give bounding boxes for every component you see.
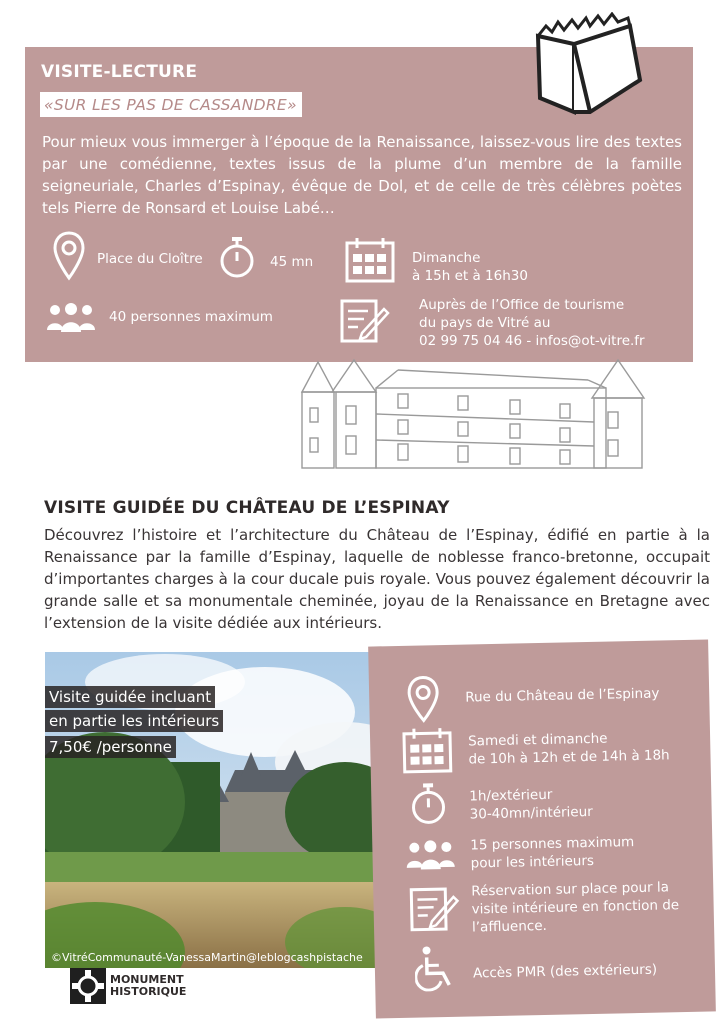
visite-lecture-schedule xyxy=(412,249,528,285)
visite-guidee-capacity-line2: pour les intérieurs xyxy=(470,852,595,872)
monument-historique-line2: HISTORIQUE xyxy=(110,985,187,998)
photo-credit: ©VitréCommunauté-VanessaMartin@leblogcashpistache xyxy=(51,951,363,964)
reservation-form-icon xyxy=(409,885,460,934)
visite-lecture-booking xyxy=(419,296,645,350)
visite-lecture-subtitle-box xyxy=(40,92,302,117)
visite-guidee-schedule xyxy=(468,728,670,768)
visite-guidee-capacity xyxy=(470,833,635,872)
visite-guidee-accessibility: Accès PMR (des extérieurs) xyxy=(472,961,658,982)
visite-lecture-location: Place du Cloître xyxy=(97,251,203,267)
visite-lecture-capacity: 40 personnes maximum xyxy=(109,309,273,325)
calendar-icon xyxy=(402,727,453,774)
visite-lecture-booking-line1: Auprès de l’Office de tourisme xyxy=(419,297,625,313)
visite-guidee-duration-line1: 1h/extérieur xyxy=(469,786,553,805)
photo-label-line2: en partie les intérieurs xyxy=(45,710,223,732)
open-book-icon xyxy=(532,12,648,128)
visite-lecture-schedule-line2: à 15h et à 16h30 xyxy=(412,268,528,284)
visite-guidee-info-card xyxy=(368,639,716,1018)
stopwatch-icon xyxy=(218,235,256,281)
visite-lecture-duration: 45 mn xyxy=(270,254,314,270)
visite-guidee-location: Rue du Château de l’Espinay xyxy=(465,685,660,706)
visite-guidee-booking-line2: visite intérieure en fonction de xyxy=(471,897,680,918)
visite-guidee-description: Découvrez l’histoire et l’architecture du Château de l’Espinay, édifié en partie à la Renaissance par la famille d’Espinay, laquelle de noblesse franco-bretonne, occupait d’importantes charges à la cour ducale puis royale. Vous pouvez également découvrir la grande salle et sa monumentale cheminée, joyau de la Renaissance en Bretagne avec l’extension de la visite dédiée aux intérieurs. xyxy=(44,526,710,632)
visite-lecture-subtitle: «SUR LES PAS DE CASSANDRE» xyxy=(44,96,297,114)
visite-guidee-schedule-line1: Samedi et dimanche xyxy=(467,730,608,750)
group-people-icon xyxy=(404,839,457,874)
monument-historique-label xyxy=(110,974,186,998)
location-pin-icon xyxy=(407,675,440,724)
wheelchair-accessibility-icon xyxy=(414,945,457,992)
visite-lecture-description: Pour mieux vous immerger à l’époque de la Renaissance, laissez-vous lire des textes par une comédienne, textes issus de la plume d’un membre de la famille seigneuriale, Charles d’Espinay, évêque de Dol, et de celle de très célèbres poètes tels Pierre de Ronsard et Louise Labé… xyxy=(42,133,682,217)
visite-guidee-duration-line2: 30-40mn/intérieur xyxy=(469,803,593,823)
visite-guidee-booking-line3: l’affluence. xyxy=(471,917,548,936)
photo-label-line1: Visite guidée incluant xyxy=(45,686,215,708)
reservation-form-icon xyxy=(340,297,390,345)
visite-guidee-schedule-line2: de 10h à 12h et de 14h à 18h xyxy=(468,747,670,768)
castle-line-drawing xyxy=(298,358,648,474)
calendar-icon xyxy=(345,237,395,283)
visite-guidee-duration xyxy=(469,785,593,824)
monument-historique-line1: MONUMENT xyxy=(110,973,184,986)
monument-historique-logo xyxy=(70,968,106,1004)
group-people-icon xyxy=(45,302,97,336)
location-pin-icon xyxy=(53,231,85,281)
visite-lecture-booking-line3: 02 99 75 04 46 - infos@ot-vitre.fr xyxy=(419,333,645,349)
visite-guidee-title: VISITE GUIDÉE DU CHÂTEAU DE L’ESPINAY xyxy=(44,498,450,518)
chateau-photo xyxy=(45,652,388,968)
visite-lecture-title: VISITE-LECTURE xyxy=(41,62,198,82)
visite-lecture-schedule-line1: Dimanche xyxy=(412,250,481,266)
photo-price: 7,50€ /personne xyxy=(45,736,176,758)
visite-lecture-booking-line2: du pays de Vitré au xyxy=(419,315,551,331)
visite-guidee-booking-line1: Réservation sur place pour la xyxy=(471,879,670,900)
stopwatch-icon xyxy=(409,781,448,828)
visite-guidee-capacity-line1: 15 personnes maximum xyxy=(470,834,635,854)
visite-guidee-booking xyxy=(471,878,680,936)
